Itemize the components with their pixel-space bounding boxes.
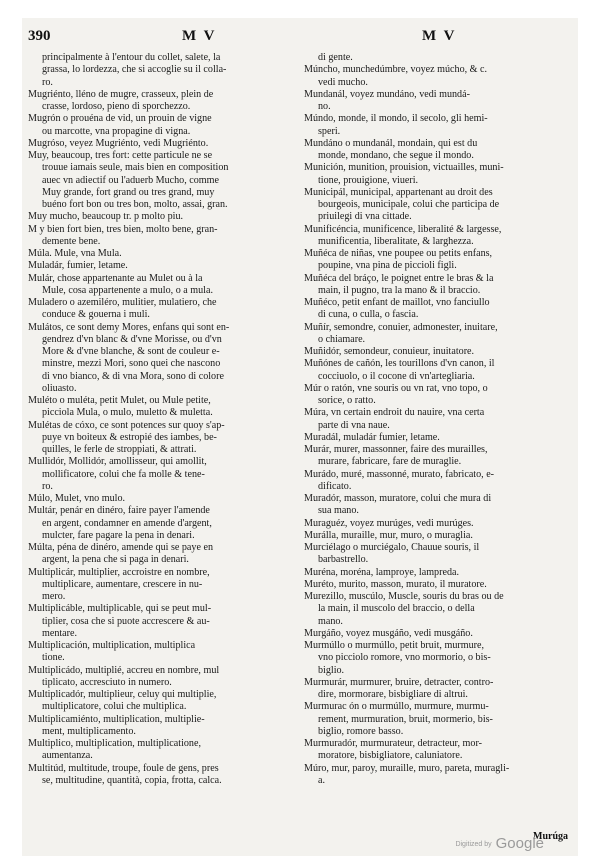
dictionary-line: Muy, beaucoup, tres fort: cette particule ne se	[28, 150, 213, 161]
dictionary-line: ou marcotte, vna propagine di vigna.	[42, 125, 191, 137]
dictionary-line: Mundanál, voyez mundáno, vedi mundá-	[304, 88, 470, 100]
dictionary-line: principalmente à l'entour du collet, salete, la	[42, 52, 221, 63]
dictionary-line: Muy mucho, beaucoup tr. p molto piu.	[28, 211, 184, 223]
right-running-head: M V	[422, 28, 457, 44]
dictionary-line: main, il pugno, tra la mano & il braccio.	[318, 284, 481, 296]
left-column	[28, 52, 290, 787]
dictionary-line: Munición, munition, prouision, victuailles, muni-	[304, 162, 504, 174]
dictionary-line: parte di vna naue.	[318, 419, 390, 431]
google-logo-text: Google	[495, 835, 544, 852]
dictionary-line: Mundáno o mundanál, mondain, qui est du	[304, 137, 478, 149]
dictionary-line: Murciélago o murciégalo, Chauue souris, il	[304, 542, 480, 553]
dictionary-line: mero.	[42, 591, 66, 602]
dictionary-line: Mule, cosa appartenente a mulo, o a mula.	[42, 284, 213, 296]
digitized-watermark	[455, 835, 544, 852]
dictionary-line: barbastrello.	[318, 554, 369, 566]
dictionary-line: Murmuradór, murmurateur, detracteur, mor-	[304, 738, 482, 749]
dictionary-line: multiplicare, aumentare, crescere in nu-	[42, 578, 203, 590]
dictionary-line: Multiplicación, multiplication, multiplica	[28, 640, 196, 651]
dictionary-line: tiplier, cosa che si puote accrescere & au-	[42, 615, 210, 627]
dictionary-line: Muladero o azemiléro, mulitier, mulatiero, che	[28, 297, 217, 308]
dictionary-line: Murgáño, voyez musgáño, vedi musgáño.	[304, 627, 473, 639]
dictionary-line: buéno fort bon ou tres bon, molto, assai, gran.	[42, 199, 228, 210]
dictionary-line: mano.	[318, 615, 343, 627]
dictionary-line: Muñidór, semondeur, conuieur, inuitatore.	[304, 346, 475, 357]
dictionary-line: tione, prouigione, viueri.	[318, 174, 419, 186]
dictionary-line: rement, murmuration, bruit, mormerio, bis-	[318, 713, 493, 725]
dictionary-line: Multiplico, multiplication, multiplicatione,	[28, 738, 201, 749]
dictionary-line: Mulár, chose appartenante au Mulet ou à la	[28, 272, 203, 284]
dictionary-line: Multiplicár, multiplier, accroistre en nombre,	[28, 566, 210, 578]
dictionary-line: moratore, bisbigliatore, caluniatore.	[318, 750, 463, 762]
dictionary-line: Muladár, fumier, letame.	[28, 260, 128, 272]
dictionary-line: ment, multiplicamento.	[42, 725, 136, 737]
dictionary-line: di cuna, o culla, o fascia.	[318, 309, 419, 321]
dictionary-line: di gente.	[318, 52, 353, 63]
dictionary-line: dificato.	[318, 480, 352, 492]
dictionary-line: Muñónes de cañón, les tourillons d'vn canon, il	[304, 358, 495, 370]
dictionary-line: Mugriénto, lléno de mugre, crasseux, plein de	[28, 88, 214, 100]
dictionary-line: Mulátos, ce sont demy Mores, enfans qui sont en-	[28, 321, 230, 333]
dictionary-line: o chiamare.	[318, 333, 366, 345]
dictionary-line: Múra, vn certain endroit du nauire, vna certa	[304, 407, 485, 419]
dictionary-line: sua mano.	[318, 505, 359, 517]
dictionary-line: Murár, murer, massonner, faire des murailles,	[304, 444, 488, 455]
dictionary-line: a.	[318, 774, 326, 786]
dictionary-line: Múlo, Mulet, vno mulo.	[28, 493, 126, 504]
dictionary-line: Murezillo, muscúlo, Muscle, souris du bras ou de	[304, 591, 504, 602]
dictionary-line: di vno bianco, & di vna Mora, sono di colore	[42, 370, 224, 382]
dictionary-line: trouue iamais seule, mais bien en composition	[42, 162, 229, 174]
catchword: Murúga	[533, 831, 568, 842]
dictionary-line: Murmurár, murmurer, bruire, detracter, contro-	[304, 676, 494, 688]
dictionary-line: se, multitudine, quantità, copia, frotta, calca.	[42, 774, 222, 786]
dictionary-line: Multiplicádo, multiplié, accreu en nombre, mul	[28, 664, 220, 676]
dictionary-line: mollificatore, colui che fa molle & tene-	[42, 468, 205, 480]
dictionary-line: Muradór, masson, muratore, colui che mura di	[304, 493, 492, 504]
dictionary-line: no.	[318, 101, 331, 112]
dictionary-line: Múr o ratón, vne souris ou vn rat, vno topo, o	[304, 382, 488, 394]
dictionary-line: puye vn boiteux & estropié des iambes, be-	[42, 431, 217, 443]
dictionary-line: demente bene.	[42, 235, 101, 247]
dictionary-line: gendrez d'vn blanc & d'vne Morisse, ou d'vn	[42, 333, 222, 345]
dictionary-line: tione.	[42, 652, 65, 664]
dictionary-line: oliuasto.	[42, 382, 77, 394]
dictionary-line: biglio.	[318, 664, 345, 676]
watermark-prefix: Digitized by	[455, 840, 492, 848]
dictionary-line: Munificéncia, munificence, liberalité & largesse,	[304, 223, 502, 235]
dictionary-line: quilles, le ferle de stroppiati, & attrati.	[42, 444, 197, 455]
dictionary-line: sorice, o ratto.	[318, 395, 376, 406]
dictionary-line: picciola Mula, o mulo, muletto & muletta.	[42, 407, 213, 419]
dictionary-line: Muñéca del bráço, le poignet entre le bras & la	[304, 272, 494, 284]
dictionary-line: Municipál, municipal, appartenant au droit des	[304, 186, 493, 198]
dictionary-line: Mullidór, Mollidór, amollisseur, qui amollit,	[28, 456, 207, 468]
dictionary-line: conduce & gouerna i muli.	[42, 309, 150, 321]
dictionary-line: Murmurac ón o murmúllo, murmure, murmu-	[304, 701, 489, 713]
dictionary-line: tiplicato, accresciuto in numero.	[42, 676, 172, 688]
dictionary-line: Multiplicáble, multiplicable, qui se peut mul-	[28, 603, 212, 615]
dictionary-line: cocciuolo, o il cocone di vn'artegliaria.	[318, 370, 475, 382]
dictionary-line: Múlta, péna de dinéro, amende qui se paye en	[28, 542, 213, 553]
dictionary-line: Murmúllo o murmúllo, petit bruit, murmure,	[304, 640, 484, 651]
dictionary-line: Muradál, muladár fumier, letame.	[304, 431, 440, 443]
dictionary-line: Mulétas de cóxo, ce sont potences sur quoy s'ap-	[28, 419, 225, 431]
dictionary-line: mentare.	[42, 627, 78, 639]
book-page	[22, 18, 578, 856]
dictionary-line: murare, fabricare, fare de muraglie.	[318, 456, 462, 468]
dictionary-line: Mugróso, veyez Mugriénto, vedi Mugriénto.	[28, 137, 209, 149]
dictionary-line: Multiplicadór, multiplieur, celuy qui multiplie,	[28, 689, 217, 700]
dictionary-line: More & d'vne blanche, & sont de couleur e-	[42, 346, 220, 357]
dictionary-line: Multiplicamiénto, multiplication, multiplie-	[28, 713, 205, 725]
dictionary-line: monde, mondano, che segue il mondo.	[318, 150, 474, 161]
dictionary-line: Múla. Mule, vna Mula.	[28, 248, 122, 259]
dictionary-line: argent, la pena che si paga in denari.	[42, 554, 189, 566]
dictionary-line: grassa, lo lordezza, che si accoglie su il colla-	[42, 64, 227, 76]
dictionary-line: Muñír, semondre, conuier, admonester, inuitare,	[304, 321, 498, 333]
dictionary-line: vedi mucho.	[318, 76, 368, 88]
dictionary-line: Murálla, muraille, mur, muro, o muraglia.	[304, 529, 473, 541]
dictionary-line: minstre, mezzi Mori, sono quei che nascono	[42, 358, 221, 370]
dictionary-line: auec vn adiectif ou l'aduerb Mucho, comme	[42, 174, 219, 186]
dictionary-line: priuilegi di vna cittade.	[318, 211, 412, 223]
dictionary-line: Múndo, monde, il mondo, il secolo, gli hemi-	[304, 113, 488, 125]
dictionary-line: Muy grande, fort grand ou tres grand, muy	[42, 186, 215, 198]
dictionary-line: munificentia, liberalitate, & larghezza.	[318, 235, 474, 247]
dictionary-line: biglio, romore basso.	[318, 725, 404, 737]
left-running-head: M V	[182, 28, 217, 44]
dictionary-line: aumentanza.	[42, 750, 93, 762]
dictionary-line: Muraguéz, voyez murúges, vedi murúges.	[304, 517, 474, 529]
dictionary-line: Multitúd, multitude, troupe, foule de gens, pres	[28, 762, 219, 774]
dictionary-line: Muñéca de niñas, vne poupee ou petits enfans,	[304, 248, 493, 259]
dictionary-line: bourgeois, municipale, colui che participa de	[318, 199, 500, 210]
dictionary-line: Mugrón o prouéna de vid, un prouin de vigne	[28, 113, 212, 125]
dictionary-line: Murádo, muré, massonné, murato, fabricato, e-	[304, 468, 495, 480]
dictionary-line: Muréna, moréna, lamproye, lampreda.	[304, 566, 459, 578]
dictionary-line: Muléto o muléta, petit Mulet, ou Mule petite,	[28, 395, 211, 406]
dictionary-line: la main, il muscolo del braccio, o della	[318, 603, 475, 615]
dictionary-line: mulcter, fare pagare la pena in denari.	[42, 529, 195, 541]
dictionary-line: M y bien fort bien, tres bien, molto bene, gran-	[28, 223, 218, 235]
dictionary-line: vno picciolo romore, vno mormorio, o bis-	[318, 652, 491, 664]
dictionary-line: crasse, lordoso, pieno di sporchezzo.	[42, 101, 191, 112]
dictionary-line: en argent, condamner en amende d'argent,	[42, 517, 212, 529]
dictionary-line: dire, mormorare, bisbigliare di altrui.	[318, 689, 468, 700]
dictionary-line: poupine, vna pina de piccioli figli.	[318, 260, 457, 272]
dictionary-line: ro.	[42, 76, 53, 88]
dictionary-line: Multár, penár en dinéro, faire payer l'amende	[28, 505, 210, 517]
dictionary-line: Múncho, munchedúmbre, voyez múcho, & c.	[304, 64, 488, 76]
right-column	[304, 52, 572, 787]
dictionary-line: multiplicatore, colui che multiplica.	[42, 701, 187, 713]
dictionary-line: ro.	[42, 480, 53, 492]
dictionary-line: Muréto, murito, masson, murato, il muratore.	[304, 578, 487, 590]
dictionary-line: Muñéco, petit enfant de maillot, vno fanciullo	[304, 297, 490, 308]
dictionary-line: speri.	[318, 125, 341, 137]
page-number: 390	[28, 28, 51, 44]
dictionary-line: Múro, mur, paroy, muraille, muro, pareta, muragli-	[304, 762, 510, 774]
